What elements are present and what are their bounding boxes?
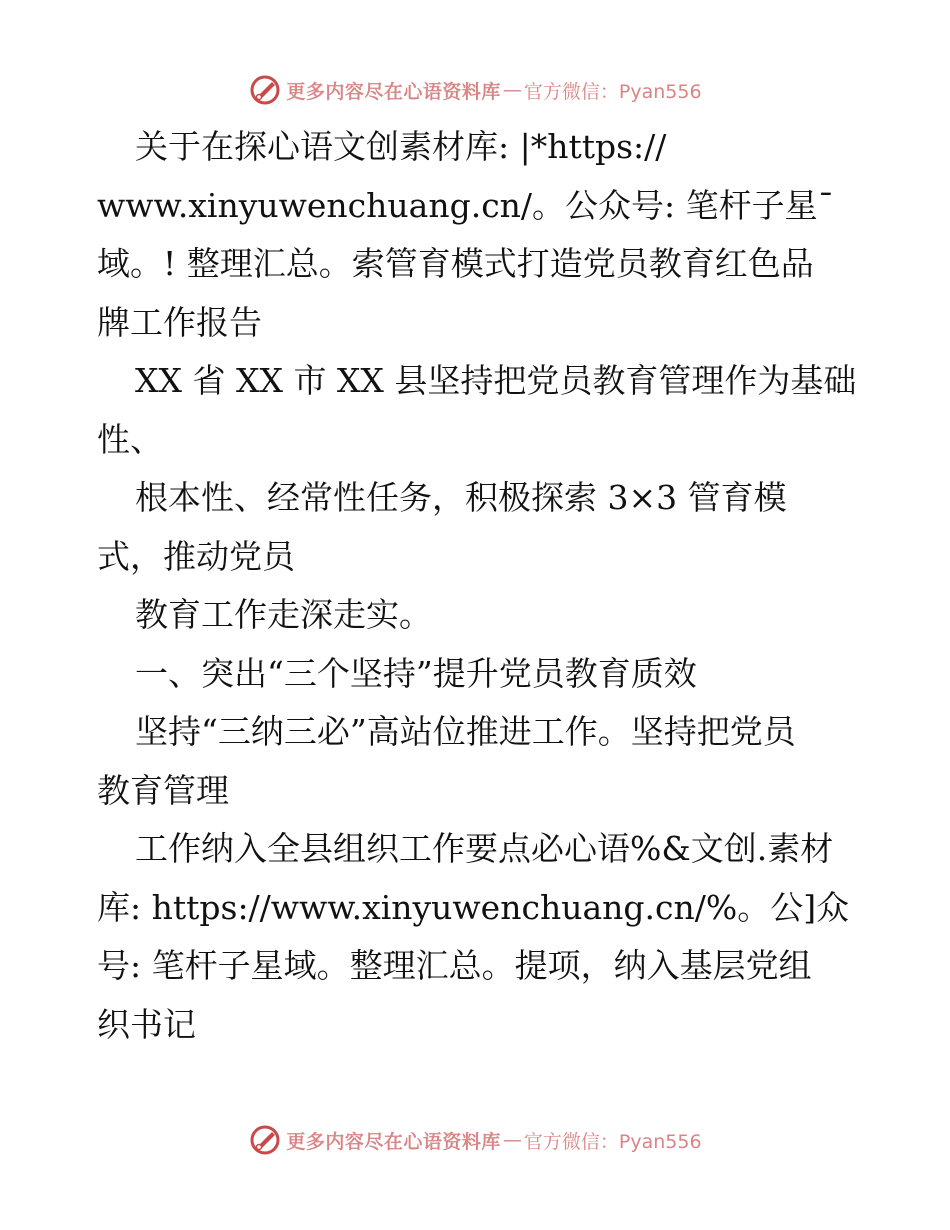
- doc-line: www.xinyuwenchuang.cn/。公众号: 笔杆子星¯: [97, 185, 835, 225]
- brand-logo-icon: [248, 73, 282, 107]
- header-banner: [0, 70, 950, 110]
- doc-line: 工作纳入全县组织工作要点必心语%&文创.素材: [135, 829, 834, 868]
- doc-line: 牌工作报告: [97, 302, 262, 342]
- banner-dash: —: [502, 79, 522, 101]
- footer-banner: [0, 1120, 950, 1160]
- section-heading: 一、突出“三个坚持”提升党员教育质效: [135, 653, 697, 693]
- banner-main-text: 更多内容尽在心语资料库: [286, 80, 501, 103]
- doc-line: 号: 笔杆子星域。整理汇总。提项，纳入基层党组: [97, 946, 812, 985]
- doc-line: 域。! 整理汇总。索管育模式打造党员教育红色品: [97, 244, 814, 283]
- doc-line: 教育工作走深走实。: [135, 595, 432, 634]
- banner-wechat-text: 官方微信：Pyan556: [523, 1130, 702, 1153]
- doc-line: 性、: [97, 419, 163, 459]
- doc-line: 库: https://www.xinyuwenchuang.cn/%。公]众: [97, 887, 850, 927]
- doc-line: 根本性、经常性任务，积极探索 3×3 管育模: [135, 478, 787, 517]
- doc-line: XX 省 XX 市 XX 县坚持把党员教育管理作为基础: [135, 361, 857, 400]
- banner-dash: —: [502, 1129, 522, 1151]
- banner-wechat-text: 官方微信：Pyan556: [523, 80, 702, 103]
- doc-line: 坚持“三纳三必”高站位推进工作。坚持把党员: [135, 712, 796, 751]
- doc-line: 式，推动党员: [97, 536, 295, 576]
- doc-line: 教育管理: [97, 770, 229, 810]
- brand-logo-icon: [248, 1123, 282, 1157]
- banner-main-text: 更多内容尽在心语资料库: [286, 1130, 501, 1153]
- doc-line: 织书记: [97, 1004, 196, 1044]
- doc-line: 关于在探心语文创素材库: |*https://: [135, 127, 667, 166]
- document-body: [97, 118, 857, 1054]
